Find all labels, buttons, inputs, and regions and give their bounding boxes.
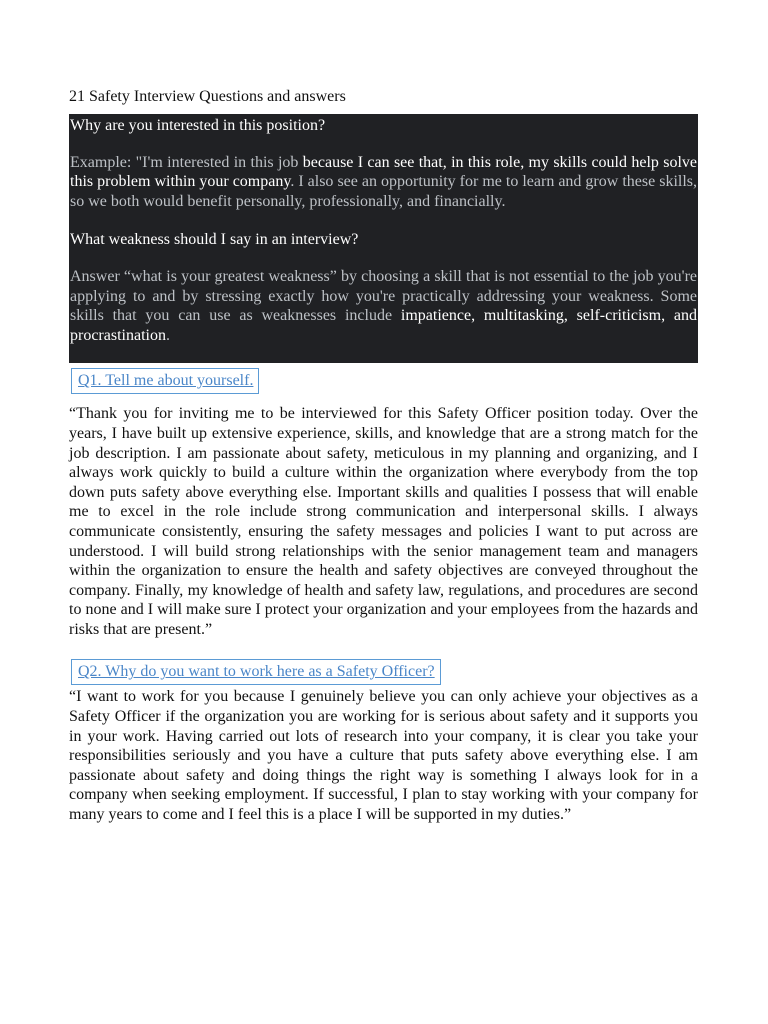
snippet-answer-1-post: . I also see an opportunity for me to learn and grow these skills, so we both would benefit personally, professionally, and financially. (70, 173, 698, 210)
snippet-answer-2-post: . (165, 326, 170, 344)
snippet-answer-1 (70, 153, 697, 212)
question-2-answer: “I want to work for you because I genuinely believe you can only achieve your objectives as a Safety Officer if the organization you are working for is serious about safety and it supports you in your work. Having carried out lots of research into your company, it is clear you take your responsibilities seriously and you have a culture that puts safety above everything else. I am passionate about safety and doing things the right way is something I always look for in a company when seeking employment. If successful, I plan to stay working with your company for many years to come and I feel this is a place I will be supported in my duties.” (69, 688, 698, 824)
snippet-answer-2 (70, 267, 697, 345)
snippet-answer-2-highlight: impatience, multitasking, self-criticism, and procrastination (70, 307, 698, 344)
snippet-question-1: Why are you interested in this position? (70, 117, 326, 134)
question-2-heading-link[interactable]: Q2. Why do you want to work here as a Safety Officer? (71, 659, 441, 685)
document-page (69, 86, 698, 825)
question-1-heading-link[interactable]: Q1. Tell me about yourself. (71, 368, 259, 394)
question-1-answer: “Thank you for inviting me to be interviewed for this Safety Officer position today. Over the years, I have built up extensive experience, skills, and knowledge that are a strong match for the job description. I am passionate about safety, meticulous in my planning and organizing, and I always work quickly to build a culture within the organization where everybody from the top down puts safety above everything else. Important skills and qualities I possess that will enable me to excel in the role include strong communication and interpersonal skills. I always communicate consistently, ensuring the safety messages and policies I want to put across are understood. I will build strong relationships with the senior management team and managers within the organization to ensure the health and safety objectives are conveyed throughout the company. Finally, my knowledge of health and safety law, regulations, and procedures are second to none and I will make sure I protect your organization and your employees from the hazards and risks that are present.” (69, 405, 698, 638)
snippet-answer-1-highlight: because I can see that, in this role, my skills could help solve this problem within your company (70, 153, 698, 191)
featured-snippet-box (69, 114, 698, 363)
snippet-answer-2-pre: Answer “what is your greatest weakness” by choosing a skill that is not essential to the job you're applying to and by stressing exactly how you're practically addressing your weakness. Some skills that you can use as weaknesses include (70, 267, 697, 325)
document-title: 21 Safety Interview Questions and answers (69, 88, 346, 105)
snippet-question-2: What weakness should I say in an interview? (70, 231, 359, 249)
snippet-answer-1-pre: Example: "I'm interested in this job (70, 153, 303, 171)
